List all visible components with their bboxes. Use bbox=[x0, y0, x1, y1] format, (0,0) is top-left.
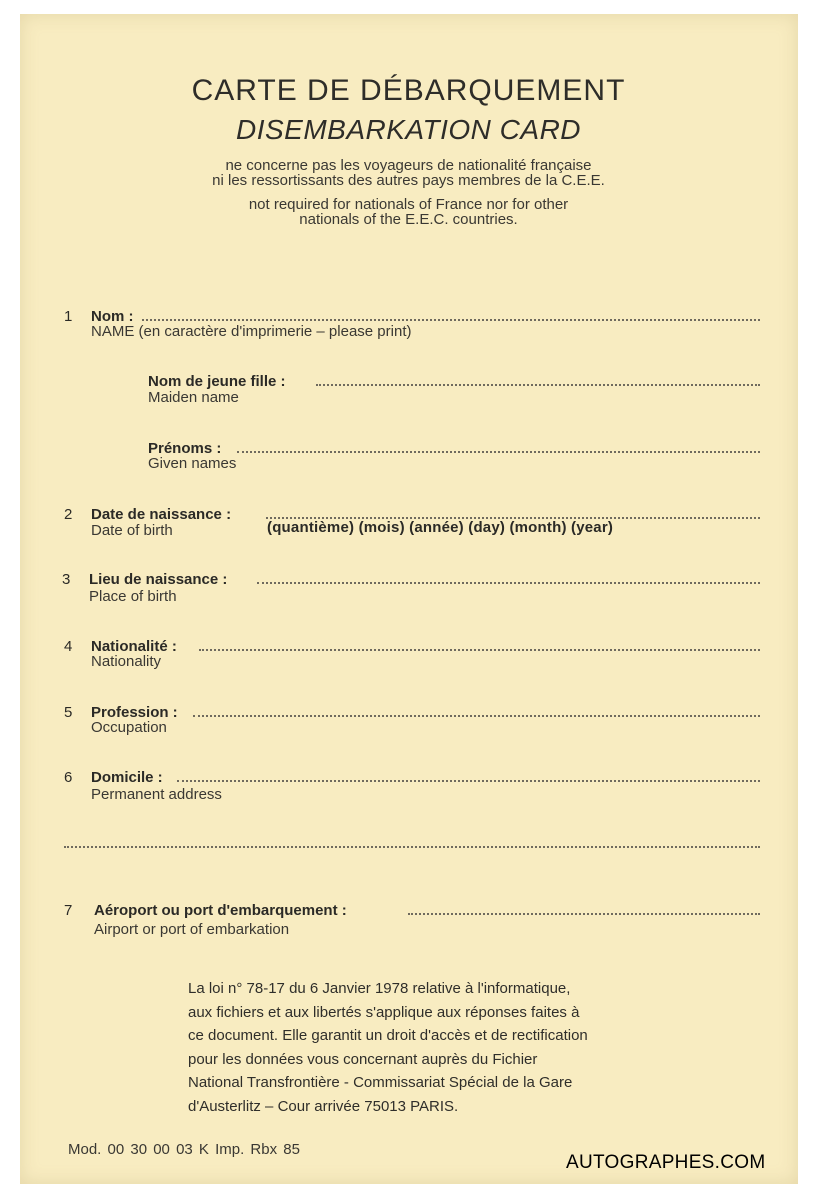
birth-place-field[interactable] bbox=[257, 582, 760, 584]
birth-date-label: Date de naissance : bbox=[91, 506, 232, 523]
law-line: d'Austerlitz – Cour arrivée 75013 PARIS. bbox=[188, 1097, 459, 1115]
given-names-field[interactable] bbox=[237, 451, 760, 453]
notice-fr-line-2: ni les ressortissants des autres pays membres de la C.E.E. bbox=[212, 172, 605, 189]
card-subtitle: DISEMBARKATION CARD bbox=[235, 114, 582, 145]
birth-date-format-hint: (quantième) (mois) (année) (day) (month) (year) bbox=[267, 519, 614, 536]
law-line: National Transfrontière - Commissariat Spécial de la Gare bbox=[188, 1074, 573, 1091]
address-field-line-2[interactable] bbox=[64, 846, 760, 848]
field-2-number: 2 bbox=[64, 506, 73, 523]
law-line: aux fichiers et aux libertés s'applique aux réponses faites à bbox=[188, 1003, 580, 1021]
profession-field[interactable] bbox=[193, 715, 760, 717]
address-sublabel: Permanent address bbox=[91, 786, 222, 803]
embarkation-label: Aéroport ou port d'embarquement : bbox=[94, 902, 347, 919]
profession-label: Profession : bbox=[91, 704, 178, 721]
field-7-number: 7 bbox=[64, 902, 73, 919]
notice-french bbox=[0, 158, 817, 188]
nationality-field[interactable] bbox=[199, 649, 760, 651]
birth-place-label: Lieu de naissance : bbox=[89, 571, 228, 588]
notice-en-line-2: nationals of the E.E.C. countries. bbox=[299, 211, 518, 228]
maiden-name-sublabel: Maiden name bbox=[148, 389, 239, 406]
card-title: CARTE DE DÉBARQUEMENT bbox=[191, 74, 626, 107]
watermark: AUTOGRAPHES.COM bbox=[566, 1152, 766, 1173]
field-6-number: 6 bbox=[64, 769, 73, 786]
privacy-law-notice bbox=[188, 977, 633, 1118]
given-names-label: Prénoms : bbox=[148, 440, 222, 457]
nationality-label: Nationalité : bbox=[91, 638, 177, 655]
form-code: Mod. 00 30 00 03 K Imp. Rbx 85 bbox=[68, 1141, 300, 1158]
given-names-sublabel: Given names bbox=[148, 455, 237, 472]
notice-fr-line-1: ne concerne pas les voyageurs de nationalité française bbox=[225, 157, 592, 174]
profession-sublabel: Occupation bbox=[91, 719, 167, 736]
field-1-number: 1 bbox=[64, 308, 73, 325]
law-line: ce document. Elle garantit un droit d'accès et de rectification bbox=[188, 1027, 588, 1044]
address-label: Domicile : bbox=[91, 769, 163, 786]
address-field[interactable] bbox=[177, 780, 760, 782]
maiden-name-label: Nom de jeune fille : bbox=[148, 373, 286, 390]
birth-place-sublabel: Place of birth bbox=[89, 588, 177, 605]
name-field[interactable] bbox=[142, 319, 760, 321]
name-label: Nom : bbox=[91, 308, 134, 325]
embarkation-sublabel: Airport or port of embarkation bbox=[94, 921, 290, 938]
name-sublabel: NAME (en caractère d'imprimerie – please print) bbox=[91, 323, 412, 340]
embarkation-field[interactable] bbox=[408, 913, 760, 915]
field-4-number: 4 bbox=[64, 638, 73, 655]
nationality-sublabel: Nationality bbox=[91, 653, 162, 670]
field-5-number: 5 bbox=[64, 704, 73, 721]
law-line: La loi n° 78-17 du 6 Janvier 1978 relative à l'informatique, bbox=[188, 980, 571, 997]
notice-en-line-1: not required for nationals of France nor for other bbox=[248, 196, 569, 213]
field-3-number: 3 bbox=[62, 571, 71, 588]
notice-english bbox=[0, 197, 817, 227]
birth-date-sublabel: Date of birth bbox=[91, 522, 173, 539]
maiden-name-field[interactable] bbox=[316, 384, 760, 386]
law-line: pour les données vous concernant auprès du Fichier bbox=[188, 1050, 538, 1068]
